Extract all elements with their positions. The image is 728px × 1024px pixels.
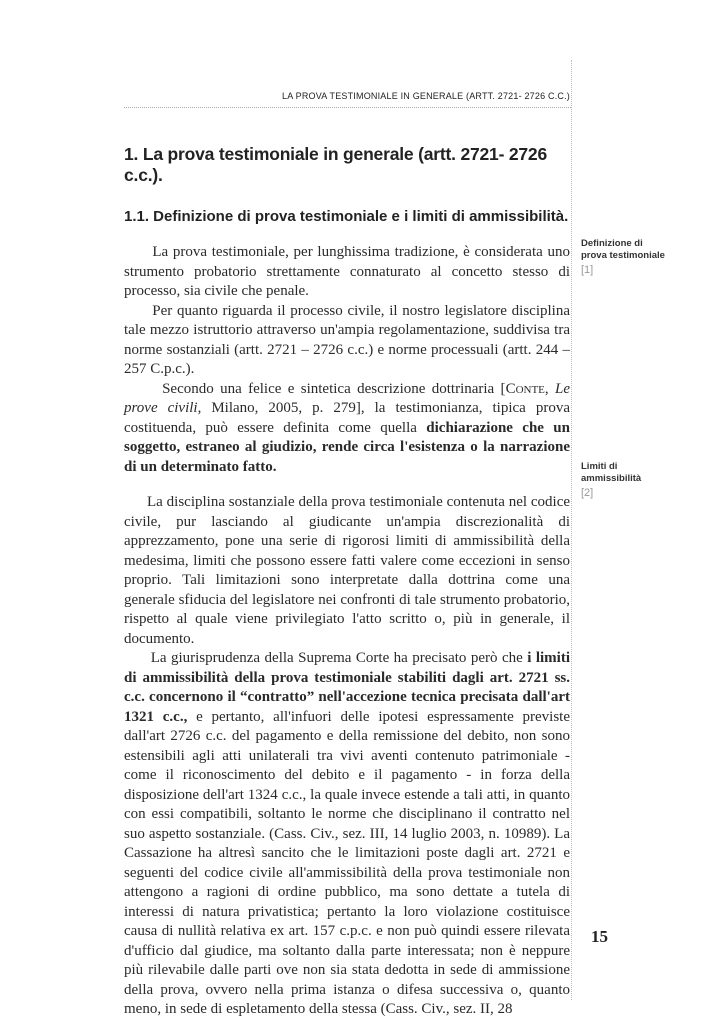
paragraph-3-text-a: Secondo una felice e sintetica descrizione dottrinaria [ [162,380,506,397]
subsection-heading: 1.1. Definizione di prova testimoniale e i limiti di ammissibilità. [124,208,569,225]
margin-note-1 [581,238,671,276]
paragraph-5-text-a: La giurisprudenza della Suprema Corte ha precisato però che [150,650,528,666]
definition-highlight: dichiarazione che un soggetto, estraneo al giudizio, rende circa l'esistenza o la narrazione di un determinato fatto. [124,419,570,475]
page-number: 15 [591,927,608,946]
paragraph-2 [124,302,570,380]
paragraph-1 [124,243,570,302]
paragraph-4 [124,493,570,649]
paragraph-1-text: La prova testimoniale, per lunghissima tradizione, è considerata uno strumento probatorio strettamente connaturato al concetto stesso di processo, sia civile che penale. [124,244,571,299]
section-heading: 1. La prova testimoniale in generale (artt. 2721- 2726 c.c.). [124,144,547,185]
header-divider [124,107,571,108]
main-content [124,144,570,1020]
paragraph-3 [124,380,570,478]
paragraph-3-text-c: , Milano, 2005, p. 279], la testimonianza, tipica prova costituenda, può essere definita come quella [124,400,570,436]
margin-note-2-label: Limiti di ammissibilità [581,461,642,484]
paragraph-5 [124,649,570,1020]
citation-title: Le prove civili [124,380,571,416]
paragraph-2-text: Per quanto riguarda il processo civile, il nostro legislatore disciplina tale mezzo istruttorio attraverso un'ampia regolamentazione, suddivisa tra norme sostanziali (artt. 2721 – 2726 c.c.) e norme processuali (artt. 244 – 257 C.p.c.). [124,302,570,377]
citation-author: Conte [505,380,545,397]
margin-note-2-number: [2] [581,487,594,499]
paragraph-3-text-b: , [544,380,556,397]
margin-note-1-number: [1] [581,264,594,276]
paragraph-4-text: La disciplina sostanziale della prova testimoniale contenuta nel codice civile, pur lasciando al giudicante un'ampia discrezionalità di apprezzamento, pone una serie di rigorosi limiti di ammissibilità della medesima, limiti che possono essere fatti valere come eccezioni in senso proprio. Tali limitazioni sono interpretate dalla dottrina come una generale sfiducia del legislatore nei confronti di tale strumento probatorio, rispetto al quale viene privilegiato l'atto scritto o, più in generale, il documento. [124,494,571,647]
limits-highlight: i limiti di ammissibilità della prova testimoniale stabiliti dagli art. 2721 ss. c.c. concernono il “contratto” nell'accezione tecnica precisata dall'art 1321 c.c., [124,650,571,725]
margin-divider [571,60,572,1000]
margin-note-1-label: Definizione di prova testimoniale [581,238,665,261]
body-text [124,243,570,1020]
margin-note-2 [581,461,641,499]
running-head: LA PROVA TESTIMONIALE IN GENERALE (ARTT. 2721- 2726 C.C.) [282,91,570,101]
paragraph-5-text-b: e pertanto, all'infuori delle ipotesi espressamente previste dall'art 2726 c.c. del pagamento e della remissione del debito, non sono estensibili agli atti unilaterali tra vivi aventi contenuto patrimoniale - come il riconoscimento del debito e il pagamento - in forza della disposizione dell'art 1324 c.c., la quale invece estende a tali atti, in quanto con essi compatibili, soltanto le norme che disciplinano il contratto nel suo aspetto sostanziale. (Cass. Civ., sez. III, 14 luglio 2003, n. 10989). La Cassazione ha altresì sancito che le limitazioni poste dagli art. 2721 e seguenti del codice civile all'ammissibilità della prova testimoniale non attengono a ragioni di ordine pubblico, ma sono dettate a tutela di interessi di natura privatistica; pertanto la loro violazione costituisce causa di nullità relativa ex art. 157 c.p.c. e non può quindi essere rilevata d'ufficio dal giudice, ma soltanto dalla parte interessata; non è neppure più rilevabile dalle parti ove non sia stata dedotta in sede di ammissione della prova, ovvero nella prima istanza o difesa successiva o, quanto meno, in sede di espletamento della stessa (Cass. Civ., sez. II, 28 [124,708,570,1017]
